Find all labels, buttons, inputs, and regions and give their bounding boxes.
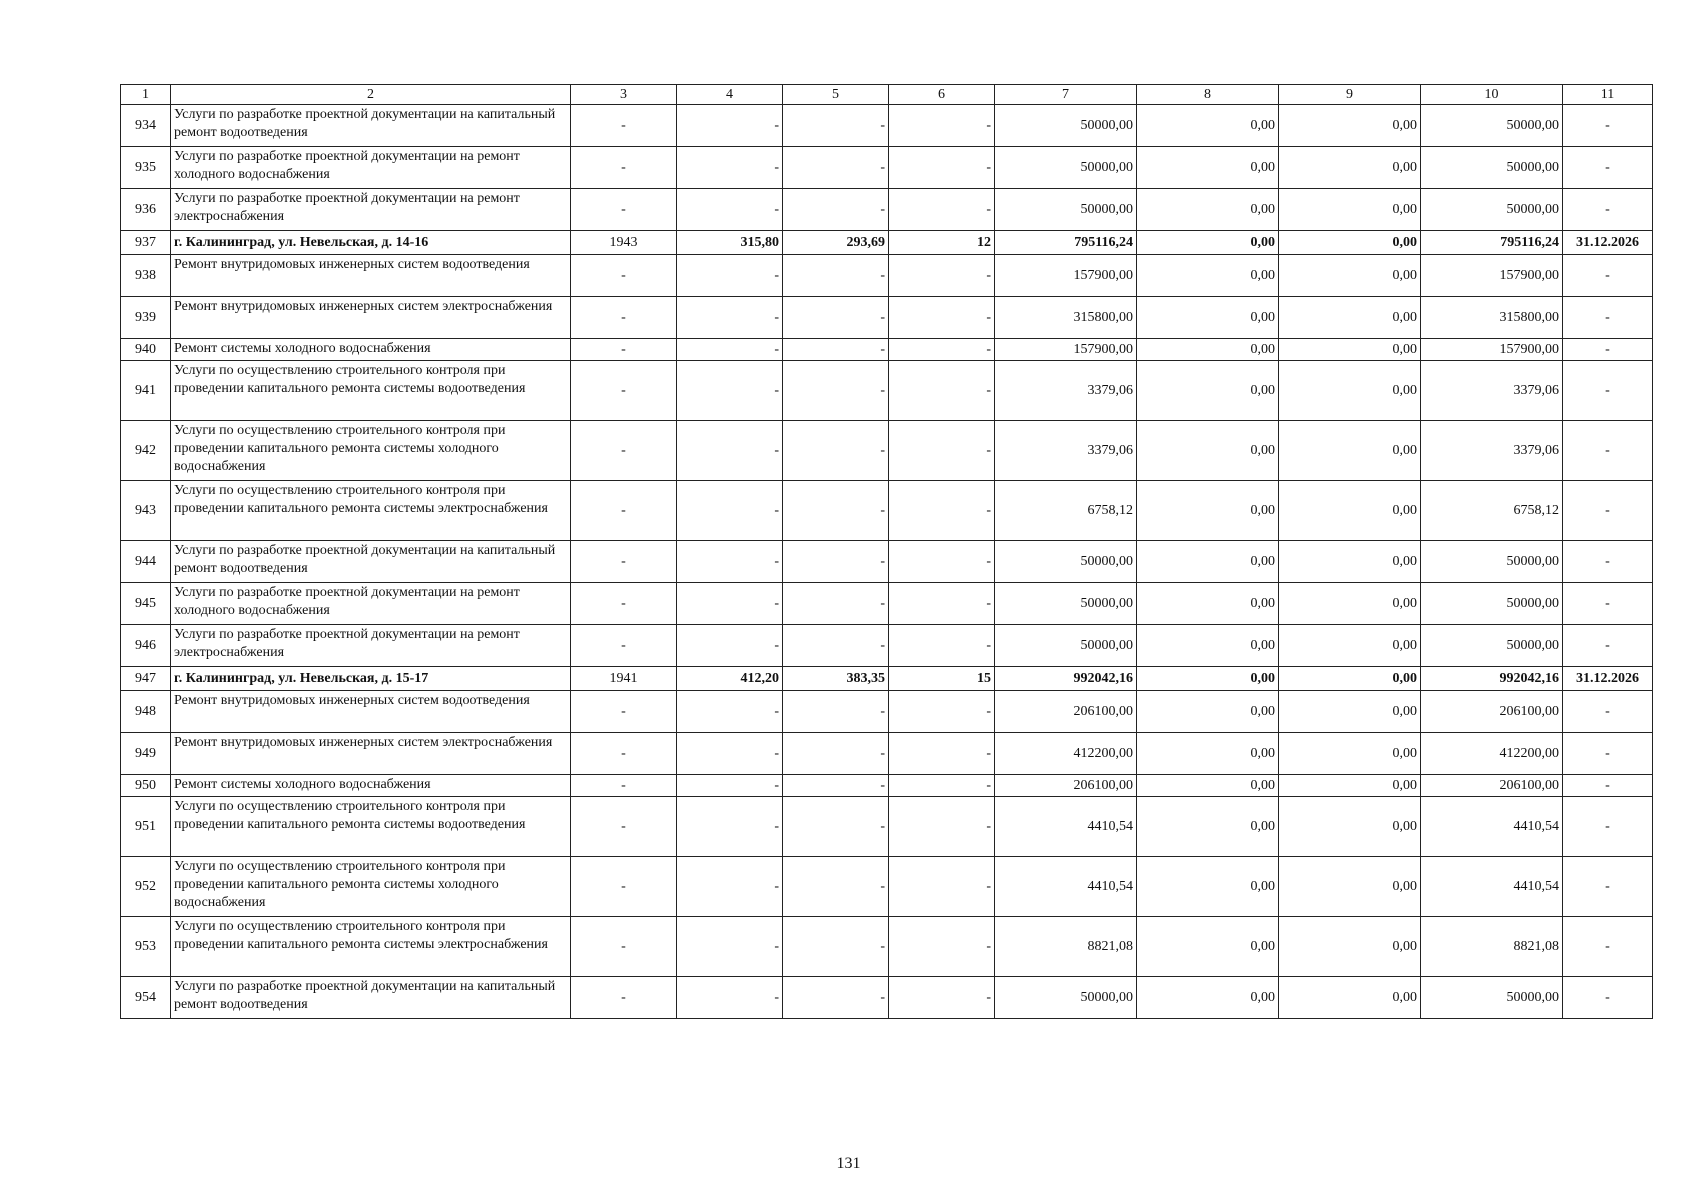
area-total-cell: - [677, 977, 783, 1019]
area-total-cell: - [677, 189, 783, 231]
completion-date-cell: - [1563, 857, 1653, 917]
cost-col9-cell: 0,00 [1279, 231, 1421, 255]
table-row [121, 481, 1653, 541]
work-description: Ремонт системы холодного водоснабжения [171, 775, 571, 797]
row-number: 936 [121, 189, 171, 231]
area-living-cell: - [783, 691, 889, 733]
area-living-cell: - [783, 977, 889, 1019]
residents-count-cell: - [889, 625, 995, 667]
cost-total-cell: 157900,00 [995, 255, 1137, 297]
build-year-cell: - [571, 339, 677, 361]
completion-date-cell: - [1563, 625, 1653, 667]
cost-total-cell: 4410,54 [995, 797, 1137, 857]
cost-col8-cell: 0,00 [1137, 231, 1279, 255]
completion-date-cell: - [1563, 775, 1653, 797]
area-total-cell: - [677, 339, 783, 361]
cost-col9-cell: 0,00 [1279, 189, 1421, 231]
cost-col9-cell: 0,00 [1279, 361, 1421, 421]
residents-count-cell: 12 [889, 231, 995, 255]
build-year-cell: - [571, 917, 677, 977]
cost-col9-cell: 0,00 [1279, 775, 1421, 797]
area-living-cell: 383,35 [783, 667, 889, 691]
build-year-cell: 1943 [571, 231, 677, 255]
cost-col8-cell: 0,00 [1137, 917, 1279, 977]
cost-col10-cell: 157900,00 [1421, 255, 1563, 297]
cost-total-cell: 412200,00 [995, 733, 1137, 775]
cost-col10-cell: 50000,00 [1421, 105, 1563, 147]
completion-date-cell: 31.12.2026 [1563, 667, 1653, 691]
area-total-cell: - [677, 583, 783, 625]
work-description: Услуги по осуществлению строительного контроля при проведении капитального ремонта системы электроснабжения [171, 481, 571, 541]
cost-col10-cell: 50000,00 [1421, 583, 1563, 625]
row-number: 938 [121, 255, 171, 297]
build-year-cell: - [571, 625, 677, 667]
header-cell: 9 [1279, 85, 1421, 105]
row-number: 940 [121, 339, 171, 361]
cost-col9-cell: 0,00 [1279, 147, 1421, 189]
cost-col8-cell: 0,00 [1137, 361, 1279, 421]
cost-col10-cell: 4410,54 [1421, 857, 1563, 917]
work-description: Услуги по разработке проектной документации на ремонт холодного водоснабжения [171, 583, 571, 625]
residents-count-cell: - [889, 481, 995, 541]
area-total-cell: - [677, 421, 783, 481]
table-row [121, 691, 1653, 733]
work-description: Услуги по осуществлению строительного контроля при проведении капитального ремонта системы холодного водоснабжения [171, 857, 571, 917]
table-row [121, 255, 1653, 297]
cost-col10-cell: 412200,00 [1421, 733, 1563, 775]
cost-total-cell: 992042,16 [995, 667, 1137, 691]
area-total-cell: - [677, 361, 783, 421]
cost-total-cell: 50000,00 [995, 583, 1137, 625]
work-description: Ремонт внутридомовых инженерных систем электроснабжения [171, 733, 571, 775]
row-number: 937 [121, 231, 171, 255]
cost-col10-cell: 3379,06 [1421, 421, 1563, 481]
build-year-cell: 1941 [571, 667, 677, 691]
completion-date-cell: - [1563, 691, 1653, 733]
work-description: Ремонт внутридомовых инженерных систем электроснабжения [171, 297, 571, 339]
completion-date-cell: - [1563, 339, 1653, 361]
completion-date-cell: - [1563, 583, 1653, 625]
work-description: г. Калининград, ул. Невельская, д. 15-17 [171, 667, 571, 691]
cost-col10-cell: 6758,12 [1421, 481, 1563, 541]
cost-col10-cell: 50000,00 [1421, 147, 1563, 189]
area-living-cell: - [783, 297, 889, 339]
residents-count-cell: - [889, 297, 995, 339]
completion-date-cell: 31.12.2026 [1563, 231, 1653, 255]
residents-count-cell: - [889, 977, 995, 1019]
cost-col9-cell: 0,00 [1279, 691, 1421, 733]
repair-schedule-table [120, 84, 1653, 1019]
cost-col10-cell: 50000,00 [1421, 977, 1563, 1019]
cost-col8-cell: 0,00 [1137, 541, 1279, 583]
build-year-cell: - [571, 255, 677, 297]
residents-count-cell: - [889, 255, 995, 297]
table-row [121, 297, 1653, 339]
work-description: Услуги по разработке проектной документации на капитальный ремонт водоотведения [171, 105, 571, 147]
cost-col9-cell: 0,00 [1279, 583, 1421, 625]
work-description: Услуги по разработке проектной документации на ремонт электроснабжения [171, 625, 571, 667]
residents-count-cell: - [889, 189, 995, 231]
area-total-cell: 315,80 [677, 231, 783, 255]
header-cell: 4 [677, 85, 783, 105]
build-year-cell: - [571, 147, 677, 189]
cost-total-cell: 50000,00 [995, 189, 1137, 231]
row-number: 941 [121, 361, 171, 421]
cost-col9-cell: 0,00 [1279, 625, 1421, 667]
cost-total-cell: 50000,00 [995, 541, 1137, 583]
row-number: 939 [121, 297, 171, 339]
area-living-cell: - [783, 421, 889, 481]
header-cell: 1 [121, 85, 171, 105]
cost-col9-cell: 0,00 [1279, 667, 1421, 691]
area-living-cell: - [783, 917, 889, 977]
area-living-cell: - [783, 189, 889, 231]
area-total-cell: 412,20 [677, 667, 783, 691]
cost-col8-cell: 0,00 [1137, 189, 1279, 231]
header-cell: 2 [171, 85, 571, 105]
header-cell: 11 [1563, 85, 1653, 105]
area-living-cell: - [783, 857, 889, 917]
build-year-cell: - [571, 189, 677, 231]
residents-count-cell: - [889, 691, 995, 733]
area-total-cell: - [677, 297, 783, 339]
table-row [121, 733, 1653, 775]
build-year-cell: - [571, 733, 677, 775]
cost-total-cell: 4410,54 [995, 857, 1137, 917]
work-description: Услуги по разработке проектной документации на ремонт электроснабжения [171, 189, 571, 231]
build-year-cell: - [571, 421, 677, 481]
area-living-cell: - [783, 339, 889, 361]
area-total-cell: - [677, 691, 783, 733]
residents-count-cell: - [889, 917, 995, 977]
residents-count-cell: - [889, 775, 995, 797]
header-cell: 8 [1137, 85, 1279, 105]
table-row [121, 421, 1653, 481]
cost-col9-cell: 0,00 [1279, 255, 1421, 297]
table-row [121, 583, 1653, 625]
area-total-cell: - [677, 105, 783, 147]
area-total-cell: - [677, 797, 783, 857]
header-cell: 3 [571, 85, 677, 105]
completion-date-cell: - [1563, 105, 1653, 147]
cost-total-cell: 8821,08 [995, 917, 1137, 977]
work-description: г. Калининград, ул. Невельская, д. 14-16 [171, 231, 571, 255]
cost-total-cell: 6758,12 [995, 481, 1137, 541]
header-cell: 10 [1421, 85, 1563, 105]
cost-total-cell: 3379,06 [995, 361, 1137, 421]
cost-col10-cell: 157900,00 [1421, 339, 1563, 361]
work-description: Ремонт внутридомовых инженерных систем водоотведения [171, 255, 571, 297]
area-living-cell: - [783, 625, 889, 667]
row-number: 945 [121, 583, 171, 625]
area-living-cell: - [783, 481, 889, 541]
build-year-cell: - [571, 481, 677, 541]
cost-col8-cell: 0,00 [1137, 977, 1279, 1019]
row-number: 947 [121, 667, 171, 691]
header-cell: 6 [889, 85, 995, 105]
cost-col9-cell: 0,00 [1279, 339, 1421, 361]
work-description: Услуги по разработке проектной документации на капитальный ремонт водоотведения [171, 977, 571, 1019]
work-description: Услуги по разработке проектной документации на капитальный ремонт водоотведения [171, 541, 571, 583]
row-number: 946 [121, 625, 171, 667]
cost-col10-cell: 315800,00 [1421, 297, 1563, 339]
completion-date-cell: - [1563, 255, 1653, 297]
table-row [121, 857, 1653, 917]
build-year-cell: - [571, 775, 677, 797]
residents-count-cell: 15 [889, 667, 995, 691]
row-number: 944 [121, 541, 171, 583]
residents-count-cell: - [889, 421, 995, 481]
table-row [121, 105, 1653, 147]
table-row [121, 339, 1653, 361]
build-year-cell: - [571, 297, 677, 339]
cost-col8-cell: 0,00 [1137, 105, 1279, 147]
completion-date-cell: - [1563, 481, 1653, 541]
column-number-header-row [121, 85, 1653, 105]
cost-col10-cell: 50000,00 [1421, 541, 1563, 583]
cost-total-cell: 50000,00 [995, 147, 1137, 189]
work-description: Услуги по осуществлению строительного контроля при проведении капитального ремонта системы водоотведения [171, 797, 571, 857]
cost-col10-cell: 4410,54 [1421, 797, 1563, 857]
area-total-cell: - [677, 147, 783, 189]
build-year-cell: - [571, 691, 677, 733]
completion-date-cell: - [1563, 147, 1653, 189]
area-total-cell: - [677, 775, 783, 797]
area-living-cell: - [783, 775, 889, 797]
cost-col8-cell: 0,00 [1137, 775, 1279, 797]
residents-count-cell: - [889, 583, 995, 625]
table-row [121, 541, 1653, 583]
table-row [121, 977, 1653, 1019]
area-living-cell: - [783, 105, 889, 147]
cost-col8-cell: 0,00 [1137, 797, 1279, 857]
cost-col9-cell: 0,00 [1279, 857, 1421, 917]
cost-col9-cell: 0,00 [1279, 797, 1421, 857]
cost-col8-cell: 0,00 [1137, 481, 1279, 541]
table-row [121, 917, 1653, 977]
row-number: 948 [121, 691, 171, 733]
cost-col8-cell: 0,00 [1137, 667, 1279, 691]
cost-col8-cell: 0,00 [1137, 733, 1279, 775]
area-total-cell: - [677, 917, 783, 977]
cost-col10-cell: 8821,08 [1421, 917, 1563, 977]
row-number: 953 [121, 917, 171, 977]
table-row [121, 147, 1653, 189]
cost-col9-cell: 0,00 [1279, 541, 1421, 583]
cost-col10-cell: 992042,16 [1421, 667, 1563, 691]
area-living-cell: - [783, 733, 889, 775]
build-year-cell: - [571, 857, 677, 917]
cost-total-cell: 50000,00 [995, 625, 1137, 667]
residents-count-cell: - [889, 797, 995, 857]
cost-col10-cell: 206100,00 [1421, 691, 1563, 733]
cost-col9-cell: 0,00 [1279, 733, 1421, 775]
cost-total-cell: 50000,00 [995, 105, 1137, 147]
row-number: 942 [121, 421, 171, 481]
completion-date-cell: - [1563, 917, 1653, 977]
row-number: 949 [121, 733, 171, 775]
residents-count-cell: - [889, 733, 995, 775]
header-cell: 7 [995, 85, 1137, 105]
table-row [121, 189, 1653, 231]
area-total-cell: - [677, 857, 783, 917]
build-year-cell: - [571, 797, 677, 857]
work-description: Ремонт внутридомовых инженерных систем водоотведения [171, 691, 571, 733]
residents-count-cell: - [889, 541, 995, 583]
cost-col10-cell: 206100,00 [1421, 775, 1563, 797]
cost-col8-cell: 0,00 [1137, 297, 1279, 339]
completion-date-cell: - [1563, 977, 1653, 1019]
build-year-cell: - [571, 583, 677, 625]
cost-col8-cell: 0,00 [1137, 625, 1279, 667]
residents-count-cell: - [889, 105, 995, 147]
header-cell: 5 [783, 85, 889, 105]
area-total-cell: - [677, 541, 783, 583]
building-address-row [121, 667, 1653, 691]
cost-col10-cell: 795116,24 [1421, 231, 1563, 255]
cost-col9-cell: 0,00 [1279, 917, 1421, 977]
completion-date-cell: - [1563, 421, 1653, 481]
cost-col10-cell: 3379,06 [1421, 361, 1563, 421]
cost-col9-cell: 0,00 [1279, 977, 1421, 1019]
area-living-cell: - [783, 147, 889, 189]
completion-date-cell: - [1563, 297, 1653, 339]
residents-count-cell: - [889, 857, 995, 917]
page-number: 131 [836, 1155, 861, 1172]
row-number: 943 [121, 481, 171, 541]
area-total-cell: - [677, 625, 783, 667]
cost-col8-cell: 0,00 [1137, 583, 1279, 625]
completion-date-cell: - [1563, 361, 1653, 421]
area-living-cell: 293,69 [783, 231, 889, 255]
residents-count-cell: - [889, 339, 995, 361]
area-total-cell: - [677, 255, 783, 297]
work-description: Услуги по разработке проектной документации на ремонт холодного водоснабжения [171, 147, 571, 189]
building-address-row [121, 231, 1653, 255]
completion-date-cell: - [1563, 797, 1653, 857]
cost-total-cell: 50000,00 [995, 977, 1137, 1019]
cost-col9-cell: 0,00 [1279, 105, 1421, 147]
cost-col9-cell: 0,00 [1279, 421, 1421, 481]
cost-total-cell: 157900,00 [995, 339, 1137, 361]
row-number: 952 [121, 857, 171, 917]
row-number: 935 [121, 147, 171, 189]
build-year-cell: - [571, 105, 677, 147]
row-number: 954 [121, 977, 171, 1019]
cost-col8-cell: 0,00 [1137, 147, 1279, 189]
area-total-cell: - [677, 733, 783, 775]
cost-total-cell: 206100,00 [995, 691, 1137, 733]
cost-total-cell: 795116,24 [995, 231, 1137, 255]
work-description: Услуги по осуществлению строительного контроля при проведении капитального ремонта системы холодного водоснабжения [171, 421, 571, 481]
area-living-cell: - [783, 541, 889, 583]
cost-col10-cell: 50000,00 [1421, 189, 1563, 231]
cost-col8-cell: 0,00 [1137, 421, 1279, 481]
cost-col8-cell: 0,00 [1137, 691, 1279, 733]
cost-col8-cell: 0,00 [1137, 857, 1279, 917]
residents-count-cell: - [889, 147, 995, 189]
cost-total-cell: 315800,00 [995, 297, 1137, 339]
build-year-cell: - [571, 541, 677, 583]
cost-col10-cell: 50000,00 [1421, 625, 1563, 667]
cost-total-cell: 3379,06 [995, 421, 1137, 481]
area-living-cell: - [783, 361, 889, 421]
table-row [121, 775, 1653, 797]
cost-col9-cell: 0,00 [1279, 481, 1421, 541]
area-living-cell: - [783, 797, 889, 857]
row-number: 934 [121, 105, 171, 147]
cost-col9-cell: 0,00 [1279, 297, 1421, 339]
table-row [121, 361, 1653, 421]
cost-total-cell: 206100,00 [995, 775, 1137, 797]
build-year-cell: - [571, 361, 677, 421]
row-number: 951 [121, 797, 171, 857]
completion-date-cell: - [1563, 733, 1653, 775]
residents-count-cell: - [889, 361, 995, 421]
completion-date-cell: - [1563, 189, 1653, 231]
cost-col8-cell: 0,00 [1137, 255, 1279, 297]
completion-date-cell: - [1563, 541, 1653, 583]
cost-col8-cell: 0,00 [1137, 339, 1279, 361]
area-living-cell: - [783, 255, 889, 297]
table-row [121, 625, 1653, 667]
area-living-cell: - [783, 583, 889, 625]
work-description: Ремонт системы холодного водоснабжения [171, 339, 571, 361]
table-row [121, 797, 1653, 857]
build-year-cell: - [571, 977, 677, 1019]
row-number: 950 [121, 775, 171, 797]
work-description: Услуги по осуществлению строительного контроля при проведении капитального ремонта системы водоотведения [171, 361, 571, 421]
work-description: Услуги по осуществлению строительного контроля при проведении капитального ремонта системы электроснабжения [171, 917, 571, 977]
area-total-cell: - [677, 481, 783, 541]
